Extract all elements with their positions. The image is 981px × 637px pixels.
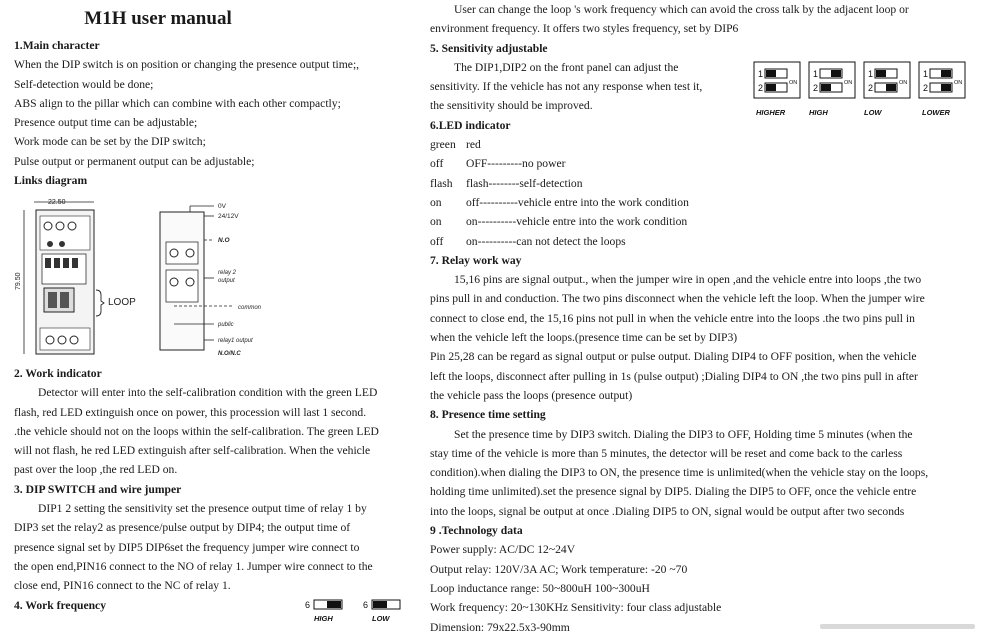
switch-number: 2	[758, 83, 764, 93]
paragraph-line: environment frequency. It offers two styles frequency, set by DIP6	[430, 22, 739, 36]
paragraph-line: stay time of the vehicle is more than 5 minutes, the detector will be reset and come back to the carless	[430, 446, 903, 460]
switch-number: 1	[923, 69, 929, 79]
switch-knob	[886, 84, 896, 91]
label-0v: 0V	[218, 203, 226, 210]
feature-line: Presence output time can be adjustable;	[14, 116, 198, 130]
sensitivity-label-high: HIGH	[809, 108, 828, 117]
left-column-lower	[14, 364, 414, 615]
frequency-switch-diagram	[300, 596, 415, 626]
page-title: M1H user manual	[84, 8, 232, 29]
dimension-width: 22.50	[48, 199, 66, 206]
switch-knob	[766, 84, 776, 91]
label-relay1-output: relay1 output	[218, 338, 253, 344]
paragraph-line: close end, PIN16 connect to the NC of relay 1.	[14, 579, 231, 593]
paragraph-line: The DIP1,DIP2 on the front panel can adjust the	[454, 60, 679, 74]
freq-dip-number: 6	[305, 600, 311, 610]
section-heading-main-character: 1.Main character	[14, 39, 100, 52]
red-led	[59, 241, 65, 247]
section-heading-links-diagram: Links diagram	[14, 174, 88, 188]
spec-line: Dimension: 79x22.5x3-90mm	[430, 620, 570, 634]
led-red-desc: on----------vehicle entre into the work condition	[466, 215, 688, 229]
switch-number: 2	[813, 83, 819, 93]
paragraph-line: DIP3 set the relay2 as presence/pulse output by DIP4; the output time of	[14, 521, 351, 535]
spec-line: Power supply: AC/DC 12~24V	[430, 543, 576, 557]
switch-on-label: ON	[844, 80, 853, 86]
label-24-12v: 24/12V	[218, 213, 239, 220]
section-heading-led-indicator: 6.LED indicator	[430, 118, 511, 132]
freq-dip-number: 6	[363, 600, 369, 610]
led-row	[430, 193, 970, 212]
section-heading-sensitivity: 5. Sensitivity adjustable	[430, 41, 548, 55]
paragraph-line: will not flash, he red LED extinguish after self-calibration. When the vehicle	[14, 444, 371, 458]
sensitivity-switch-low	[864, 62, 910, 98]
switch-knob	[831, 70, 841, 77]
freq-label-high: HIGH	[314, 614, 333, 623]
loop-connector-pin	[48, 292, 57, 308]
led-green-state: off	[430, 157, 444, 171]
section-heading-presence-time: 8. Presence time setting	[430, 408, 546, 422]
led-row	[430, 212, 970, 231]
freq-switch-knob	[327, 601, 341, 608]
paragraph-line: when the vehicle left the loops.(presence time can be set by DIP3)	[430, 331, 738, 345]
paragraph-line: the sensitivity should be improved.	[430, 99, 593, 113]
led-red-desc: flash--------self-detection	[466, 176, 583, 190]
dip-switch	[63, 258, 69, 268]
paragraph-line: left the loops, disconnect after pulling in 1s (pulse output) ;Dialing DIP4 to ON ,the two pins pull in after	[430, 369, 918, 383]
loop-label: LOOP	[108, 297, 136, 308]
paragraph-line: User can change the loop 's work frequency which can avoid the cross talk by the adjacent loop or	[454, 3, 909, 16]
loop-bracket	[96, 290, 104, 316]
switch-number: 1	[868, 69, 874, 79]
horizontal-scrollbar[interactable]	[820, 624, 975, 629]
section-heading-dip-switch: 3. DIP SWITCH and wire jumper	[14, 482, 182, 496]
paragraph-line: connect to close end, the 15,16 pins not pull in when the vehicle entre into the loops .the two pins pull in	[430, 311, 915, 325]
switch-number: 2	[923, 83, 929, 93]
led-red-desc: OFF---------no power	[466, 157, 566, 171]
sensitivity-switch-lower	[919, 62, 965, 98]
section-heading-work-indicator: 2. Work indicator	[14, 367, 102, 380]
label-common: common	[238, 305, 262, 311]
paragraph-line: the open end,PIN16 connect to the NO of relay 1. Jumper wire connect to the	[14, 559, 373, 573]
dip-switch	[54, 258, 60, 268]
sensitivity-label-low: LOW	[864, 108, 882, 117]
paragraph-line: DIP1 2 setting the sensitivity set the presence output time of relay 1 by	[38, 502, 367, 516]
feature-line: Self-detection would be done;	[14, 77, 154, 91]
dip-switch	[72, 258, 78, 268]
led-row	[430, 154, 970, 173]
led-green-state: on	[430, 215, 442, 229]
paragraph-line: Set the presence time by DIP3 switch. Dialing the DIP3 to OFF, Holding time 5 minutes (when the	[454, 427, 913, 441]
label-no: N.O	[218, 237, 230, 244]
switch-on-label: ON	[954, 80, 963, 86]
paragraph-line: condition).when dialing the DIP3 to ON, the presence time is unlimited(when the vehicle stay on the loops,	[430, 466, 929, 480]
sensitivity-switch-high	[809, 62, 855, 98]
switch-knob	[941, 70, 951, 77]
switch-on-label: ON	[899, 80, 908, 86]
switch-knob	[821, 84, 831, 91]
led-header-red: red	[466, 138, 481, 152]
label-public: public	[218, 322, 234, 328]
wiring-terminal-top	[166, 242, 198, 264]
freq-label-low: LOW	[372, 614, 390, 623]
label-relay2: relay 2	[218, 270, 237, 276]
led-row	[430, 174, 970, 193]
paragraph-line: into the loops, signal be output at once .Dialing DIP5 to ON, signal would be output after two seconds	[430, 504, 905, 518]
led-green-state: on	[430, 195, 442, 209]
paragraph-line: Detector will enter into the self-calibration condition with the green LED	[38, 386, 378, 400]
led-green-state: flash	[430, 176, 453, 190]
paragraph-line: Pin 25,28 can be regard as signal output or pulse output. Dialing DIP4 to OFF position, when the vehicle	[430, 350, 917, 364]
paragraph-line: presence signal set by DIP5 DIP6set the frequency jumper wire connect to	[14, 540, 360, 554]
switch-number: 1	[813, 69, 819, 79]
green-led	[47, 241, 53, 247]
paragraph-line: holding time unlimited).set the presence signal by DIP5. Dialing the DIP5 to OFF, once the vehicle entre	[430, 485, 917, 499]
paragraph-line: .the vehicle should not on the loops within the self-calibration. The green LED	[14, 424, 379, 438]
loop-connector-pin	[60, 292, 69, 308]
led-header-row	[430, 135, 970, 154]
spec-line: Output relay: 120V/3A AC; Work temperature: -20 ~70	[430, 562, 688, 576]
spec-line: Loop inductance range: 50~800uH 100~300uH	[430, 581, 650, 595]
led-red-desc: on----------can not detect the loops	[466, 234, 626, 248]
paragraph-line: the vehicle pass the loops (presence output)	[430, 388, 633, 402]
paragraph-line: flash, red LED extinguish once on power, this procession will last 1 second.	[14, 405, 367, 419]
feature-line: Work mode can be set by the DIP switch;	[14, 135, 206, 149]
led-red-desc: off----------vehicle entre into the work condition	[466, 195, 689, 209]
led-row	[430, 232, 970, 251]
label-relay2-output: output	[218, 278, 235, 284]
feature-line: Pulse output or permanent output can be adjustable;	[14, 154, 255, 168]
label-no-nc: N.O/N.C	[218, 351, 241, 357]
wiring-terminal-middle	[166, 270, 198, 302]
paragraph-line: sensitivity. If the vehicle has not any response when test it,	[430, 80, 703, 94]
sensitivity-switch-diagram	[752, 60, 974, 120]
links-diagram	[14, 192, 414, 362]
section-heading-work-frequency: 4. Work frequency	[14, 598, 107, 612]
freq-switch-knob	[373, 601, 387, 608]
section-heading-relay-work-way: 7. Relay work way	[430, 253, 522, 267]
sensitivity-label-lower: LOWER	[922, 108, 950, 117]
paragraph-line: pins pull in and conduction. The two pins disconnect when the vehicle left the loop. When the jumper wire	[430, 292, 925, 306]
paragraph-line: past over the loop ,the red LED on.	[14, 463, 178, 477]
switch-knob	[876, 70, 886, 77]
feature-line: When the DIP switch is on position or changing the presence output time;,	[14, 58, 360, 72]
led-header-green: green	[430, 138, 456, 152]
dip-switch	[45, 258, 51, 268]
switch-on-label: ON	[789, 80, 798, 86]
section-heading-technology-data: 9 .Technology data	[430, 524, 523, 538]
led-green-state: off	[430, 234, 444, 248]
feature-line: ABS align to the pillar which can combine with each other compactly;	[14, 96, 341, 110]
paragraph-line: 15,16 pins are signal output., when the jumper wire in open ,and the vehicle entre into loops ,the two	[454, 273, 922, 287]
switch-number: 2	[868, 83, 874, 93]
switch-knob	[941, 84, 951, 91]
sensitivity-label-higher: HIGHER	[756, 108, 786, 117]
left-column	[14, 0, 414, 190]
switch-number: 1	[758, 69, 764, 79]
dimension-height: 79.50	[15, 272, 22, 290]
switch-knob	[766, 70, 776, 77]
spec-line: Work frequency: 20~130KHz Sensitivity: four class adjustable	[430, 601, 722, 615]
bottom-terminal-block	[40, 328, 90, 350]
sensitivity-switch-higher	[754, 62, 800, 98]
